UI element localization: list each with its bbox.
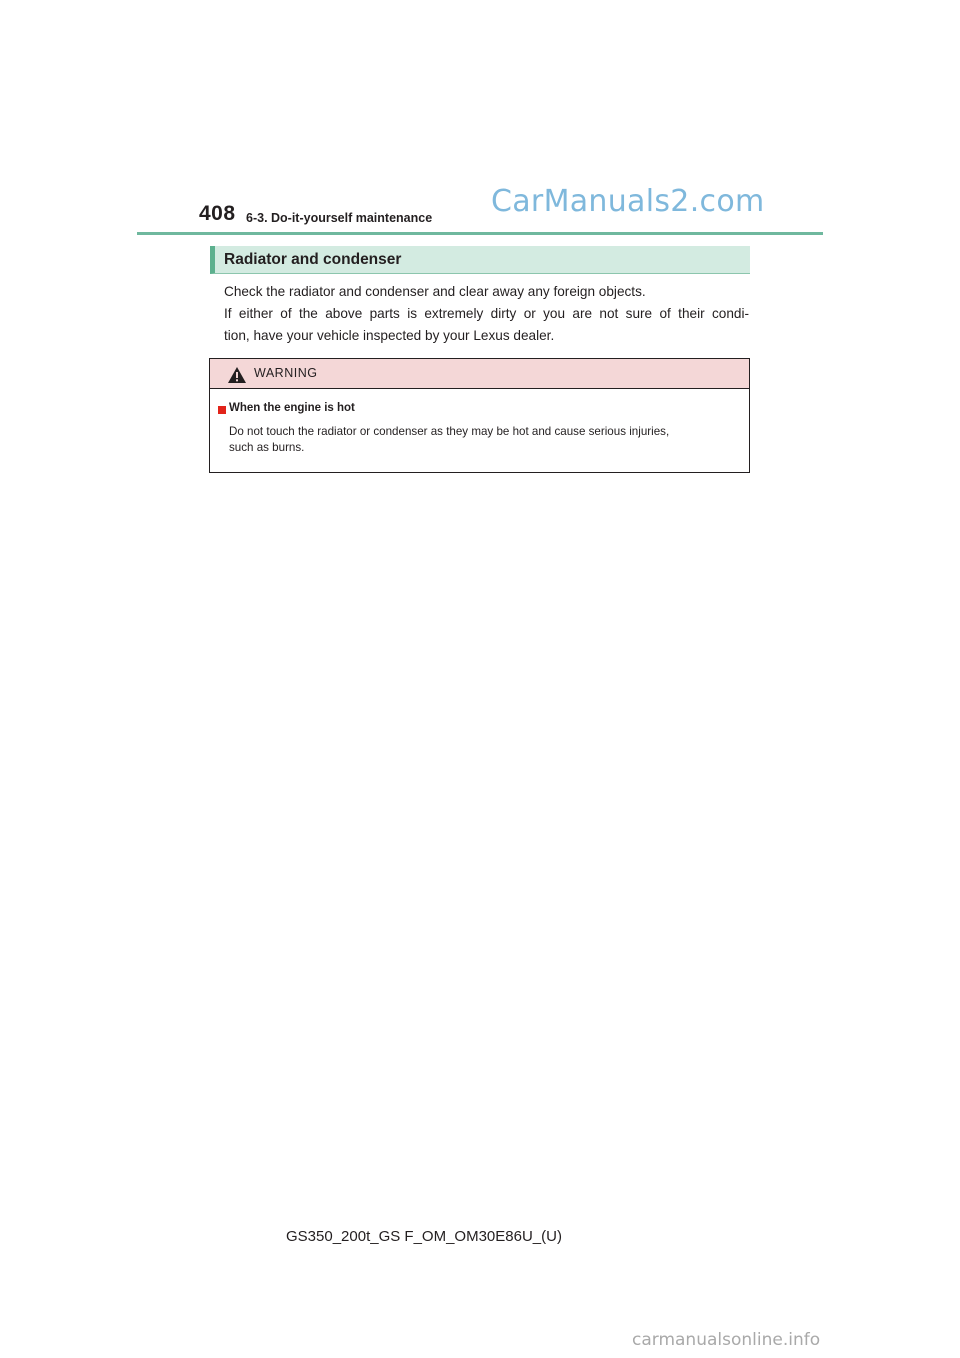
watermark-carmanuals2: CarManuals2.com	[491, 184, 765, 219]
header-rule	[137, 232, 823, 235]
body-paragraph-line-2: If either of the above parts is extremely dirty or you are not sure of their condi-	[224, 306, 749, 321]
warning-header	[210, 359, 749, 389]
watermark-carmanualsonline: carmanualsonline.info	[632, 1330, 821, 1350]
warning-item-line-2: such as burns.	[229, 441, 305, 454]
page-number: 408	[199, 202, 236, 225]
warning-title: WARNING	[254, 366, 318, 380]
body-paragraph-line-3: tion, have your vehicle inspected by your Lexus dealer.	[224, 328, 555, 343]
warning-item-line-1: Do not touch the radiator or condenser as they may be hot and cause serious injuries,	[229, 425, 670, 438]
footer-model-code: GS350_200t_GS F_OM_OM30E86U_(U)	[286, 1228, 562, 1245]
warning-box	[209, 358, 750, 473]
section-heading: Radiator and condenser	[224, 251, 402, 268]
warning-triangle-icon	[227, 366, 247, 384]
section-title: 6-3. Do-it-yourself maintenance	[246, 211, 433, 225]
warning-item-title: When the engine is hot	[229, 402, 355, 414]
section-heading-bar	[210, 246, 750, 274]
body-paragraph-line-1: Check the radiator and condenser and clear away any foreign objects.	[224, 284, 646, 299]
bullet-square-icon	[218, 406, 226, 414]
